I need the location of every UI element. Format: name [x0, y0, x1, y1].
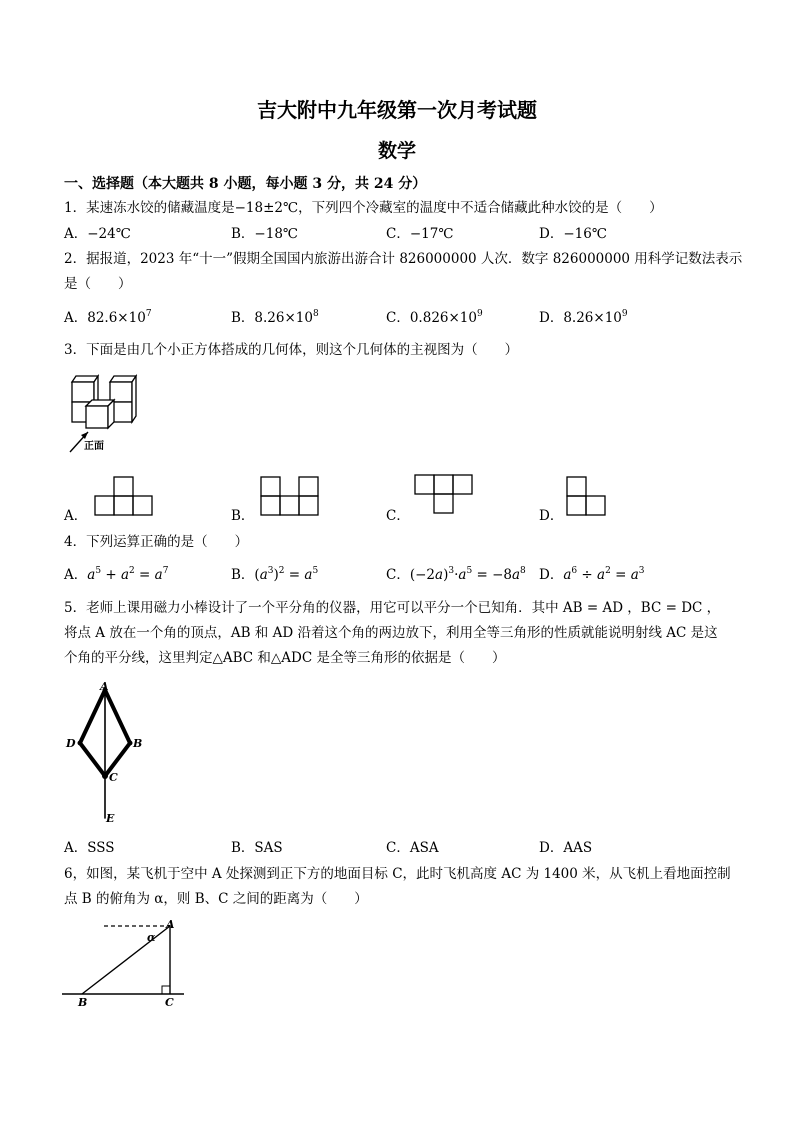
q1-option-a: A．−24℃ [64, 226, 131, 242]
cube-solid-figure [64, 368, 144, 456]
q3-option-b-figure [260, 476, 320, 518]
angle-bisector-instrument-figure [60, 678, 160, 828]
front-view-label: 正面 [84, 441, 104, 452]
question-6-stem-line1: 6，如图，某飞机于空中 A 处探测到正下方的地面目标 C，此时飞机高度 AC 为 1400 米，从飞机上看地面控制 [64, 866, 731, 882]
question-1-stem: 1．某速冻水饺的储藏温度是−18±2℃，下列四个冷藏室的温度中不适合储藏此种水饺的是（ ） [64, 200, 663, 216]
q4-option-b: B．$(a^3)^2 = a^5$ [231, 566, 319, 583]
subject-title: 数学 [377, 140, 416, 162]
q5-option-c: C．ASA [386, 840, 439, 856]
question-5-stem-line3: 个角的平分线，这里判定△ABC 和△ADC 是全等三角形的依据是（ ） [64, 650, 506, 666]
q2-option-b: B．$8.26\times 10^8$ [231, 309, 319, 326]
q2-option-d: D．$8.26\times 10^9$ [539, 309, 628, 326]
question-3-stem: 3．下面是由几个小正方体搭成的几何体，则这个几何体的主视图为（ ） [64, 342, 519, 358]
q5-label-c: C [109, 771, 118, 784]
q3-option-c-figure [414, 474, 474, 516]
q5-option-b: B．SAS [231, 840, 283, 856]
q5-label-a: A [100, 680, 109, 693]
question-6-stem-line2: 点 B 的俯角为 α，则 B、C 之间的距离为（ ） [64, 891, 368, 907]
q5-label-d: D [66, 737, 76, 750]
q4-option-a: A．$a^5 + a^2 = a^7$ [64, 566, 169, 583]
q3-option-b: B． [231, 508, 255, 524]
q3-option-a-figure [94, 476, 154, 518]
q1-option-b: B．−18℃ [231, 226, 299, 242]
q6-label-c: C [165, 996, 174, 1009]
q3-option-a: A． [64, 508, 88, 524]
q5-option-d: D．AAS [539, 840, 593, 856]
q1-option-c: C．−17℃ [386, 226, 454, 242]
section-heading: 一、选择题（本大题共 8 小题，每小题 3 分，共 24 分） [64, 176, 427, 192]
q6-label-a: A [166, 918, 175, 931]
q1-option-d: D．−16℃ [539, 226, 607, 242]
q4-option-d: D．$a^6 \div a^2 = a^3$ [539, 566, 645, 583]
q6-label-alpha: α [147, 931, 156, 944]
q5-label-e: E [106, 812, 115, 825]
q6-label-b: B [78, 996, 88, 1009]
q2-option-a: A．$82.6\times 10^7$ [64, 309, 152, 326]
question-4-stem: 4．下列运算正确的是（ ） [64, 534, 249, 550]
exam-title: 吉大附中九年级第一次月考试题 [257, 98, 537, 122]
q5-label-b: B [133, 737, 143, 750]
question-2-stem-line1: 2．据报道，2023 年“十一”假期全国国内旅游出游合计 826000000 人次．数字 826000000 用科学记数法表示 [64, 251, 743, 267]
q5-option-a: A．SSS [64, 840, 115, 856]
q3-option-d-figure [566, 476, 608, 518]
question-5-stem-line2: 将点 A 放在一个角的顶点，AB 和 AD 沿着这个角的两边放下，利用全等三角形的性质就能说明射线 AC 是这 [64, 625, 718, 641]
q3-option-c: C． [386, 508, 410, 524]
q3-option-d: D． [539, 508, 564, 524]
question-5-stem-line1: 5．老师上课用磁力小棒设计了一个平分角的仪器，用它可以平分一个已知角．其中 AB = AD ，BC = DC ， [64, 600, 721, 616]
question-2-stem-line2: 是（ ） [64, 276, 132, 292]
q4-option-c: C．$(-2a)^3\cdot a^5 = -8a^8$ [386, 566, 526, 583]
q2-option-c: C．$0.826\times 10^9$ [386, 309, 483, 326]
